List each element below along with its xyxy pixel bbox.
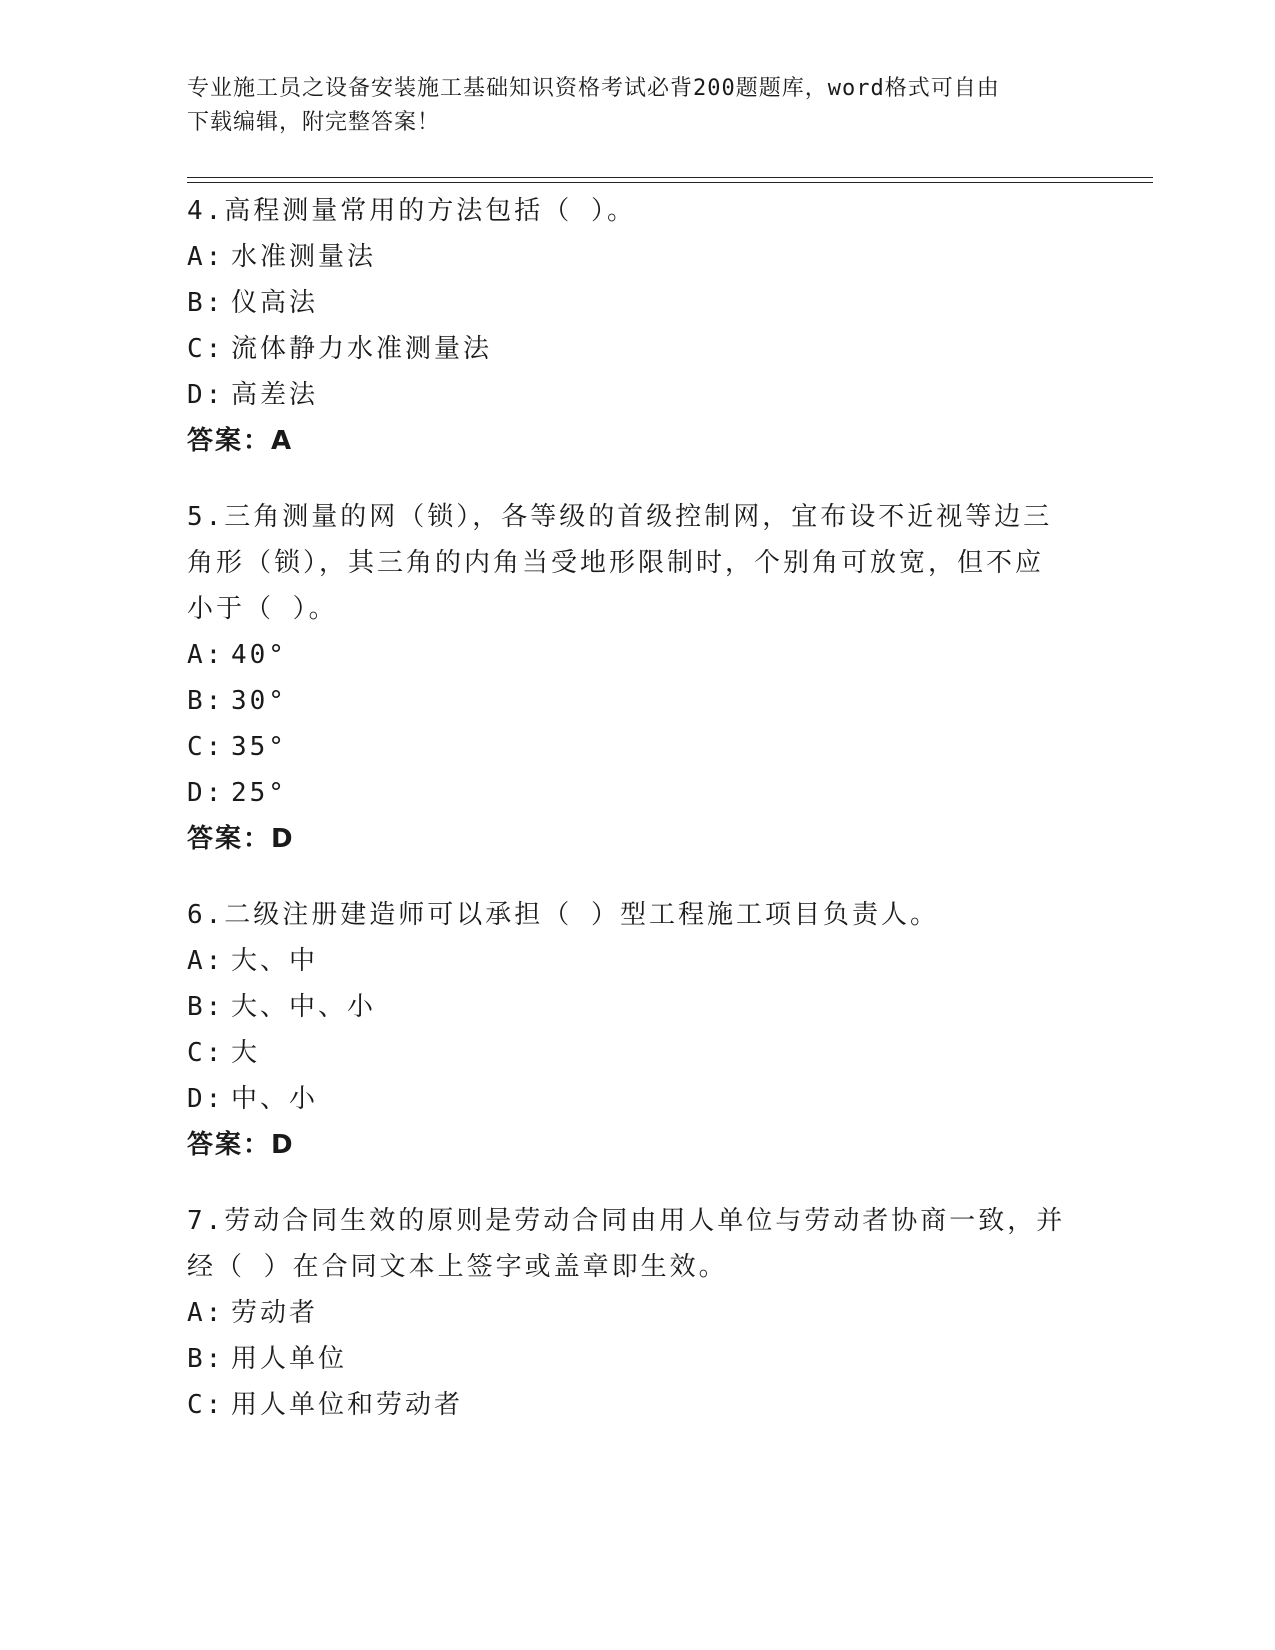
question-5 [187,494,1067,862]
header-rule-bottom [187,182,1153,183]
option-key: C: [187,334,225,364]
header-line-2: 下载编辑，附完整答案！ [187,110,441,135]
answer-line: 答案：D [187,1130,295,1160]
option-key: B: [187,1344,225,1374]
option-key: C: [187,1390,225,1420]
option-text: 仪高法 [231,288,319,318]
option-key: D: [187,1084,225,1114]
option-a [187,632,1067,678]
option-key: B: [187,288,225,318]
option-d [187,1076,1067,1122]
option-key: C: [187,1038,225,1068]
option-text: 35° [231,732,287,762]
question-stem: 7.劳动合同生效的原则是劳动合同由用人单位与劳动者协商一致，并经（ ）在合同文本上签字或盖章即生效。 [187,1206,1066,1282]
option-b [187,1336,1067,1382]
question-list [187,188,1067,1458]
option-a [187,938,1067,984]
option-a [187,1290,1067,1336]
option-key: D: [187,778,225,808]
option-d [187,770,1067,816]
option-text: 水准测量法 [231,242,377,272]
question-stem: 5.三角测量的网（锁），各等级的首级控制网，宜布设不近视等边三角形（锁），其三角的内角当受地形限制时，个别角可放宽，但不应小于（ ）。 [187,502,1053,624]
option-key: B: [187,686,225,716]
question-7 [187,1198,1067,1428]
option-key: B: [187,992,225,1022]
option-text: 大 [231,1038,261,1068]
option-key: A: [187,946,225,976]
option-c [187,1382,1067,1428]
option-text: 大、中、小 [231,992,377,1022]
option-text: 大、中 [231,946,319,976]
option-a [187,234,1067,280]
option-key: C: [187,732,225,762]
document-header [187,72,1067,140]
question-stem: 4.高程测量常用的方法包括（ ）。 [187,196,636,226]
option-c [187,1030,1067,1076]
question-4 [187,188,1067,464]
option-b [187,280,1067,326]
option-text: 用人单位和劳动者 [231,1390,464,1420]
option-text: 劳动者 [231,1298,319,1328]
option-key: A: [187,1298,225,1328]
option-text: 用人单位 [231,1344,348,1374]
header-line-1: 专业施工员之设备安装施工基础知识资格考试必背200题题库，word格式可自由 [187,76,1000,101]
option-c [187,326,1067,372]
option-text: 30° [231,686,287,716]
answer-line: 答案：A [187,426,294,456]
header-rule-top [187,177,1153,178]
question-stem: 6.二级注册建造师可以承担（ ）型工程施工项目负责人。 [187,900,939,930]
option-c [187,724,1067,770]
option-d [187,372,1067,418]
option-text: 流体静力水准测量法 [231,334,493,364]
option-text: 40° [231,640,287,670]
option-b [187,984,1067,1030]
option-text: 中、小 [231,1084,319,1114]
answer-line: 答案：D [187,824,295,854]
option-key: A: [187,640,225,670]
option-text: 25° [231,778,287,808]
question-6 [187,892,1067,1168]
option-text: 高差法 [231,380,319,410]
option-key: A: [187,242,225,272]
option-b [187,678,1067,724]
option-key: D: [187,380,225,410]
